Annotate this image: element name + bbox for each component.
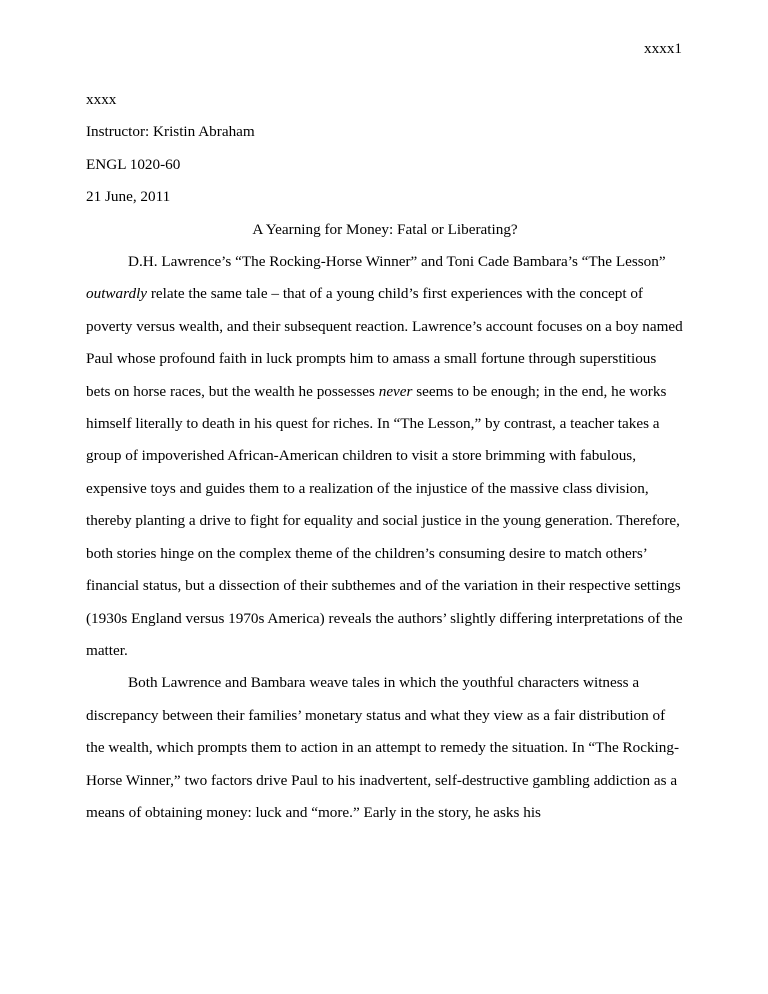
essay-title: A Yearning for Money: Fatal or Liberating? [252, 220, 518, 238]
emphasis-never: never [378, 382, 413, 400]
course-line: ENGL 1020-60 [86, 155, 181, 173]
date-line: 21 June, 2011 [86, 188, 171, 206]
running-header: xxxx1 [644, 40, 682, 57]
paragraph-2: Both Lawrence and Bambara weave tales in which the youthful characters witness a discrepancy between their families’ monetary status and what they view as a fair distribution of the wealth, which prompts them to action in an attempt to remedy the situation. In “The Rocking-Horse Winner,” two factors drive Paul to his inadvertent, self-destructive gambling addiction as a means of obtaining money: luck and “more.” Early in the story, he asks his [86, 674, 680, 821]
paragraph-1-part-3: seems to be enough; in the end, he works himself literally to death in his quest for riches. In “The Lesson,” by contrast, a teacher takes a group of impoverished African-American children to visit a store brimming with fabulous, expensive toys and guides them to a realization of the injustice of the massive class division, thereby planting a drive to fight for equality and social justice in the young generation. Therefore, both stories hinge on the complex theme of the children’s consuming desire to match others’ financial status, but a dissection of their subthemes and of the variation in their respective settings (1930s England versus 1970s America) reveals the authors’ slightly differing interpretations of the matter. [86, 382, 683, 659]
paragraph-1 [86, 246, 684, 667]
essay-body [86, 84, 684, 829]
paragraph-1-part-2: relate the same tale – that of a young child’s first experiences with the concept of poverty versus wealth, and their subsequent reaction. Lawrence’s account focuses on a boy named Paul whose profound faith in luck prompts him to amass a small fortune through superstitious bets on horse races, but the wealth he possesses [86, 285, 683, 400]
instructor-line: Instructor: Kristin Abraham [86, 123, 255, 141]
author-line: xxxx [86, 91, 117, 108]
paragraph-1-part-1: D.H. Lawrence’s “The Rocking-Horse Winner” and Toni Cade Bambara’s “The Lesson” [128, 253, 666, 271]
emphasis-outwardly: outwardly [86, 285, 148, 303]
